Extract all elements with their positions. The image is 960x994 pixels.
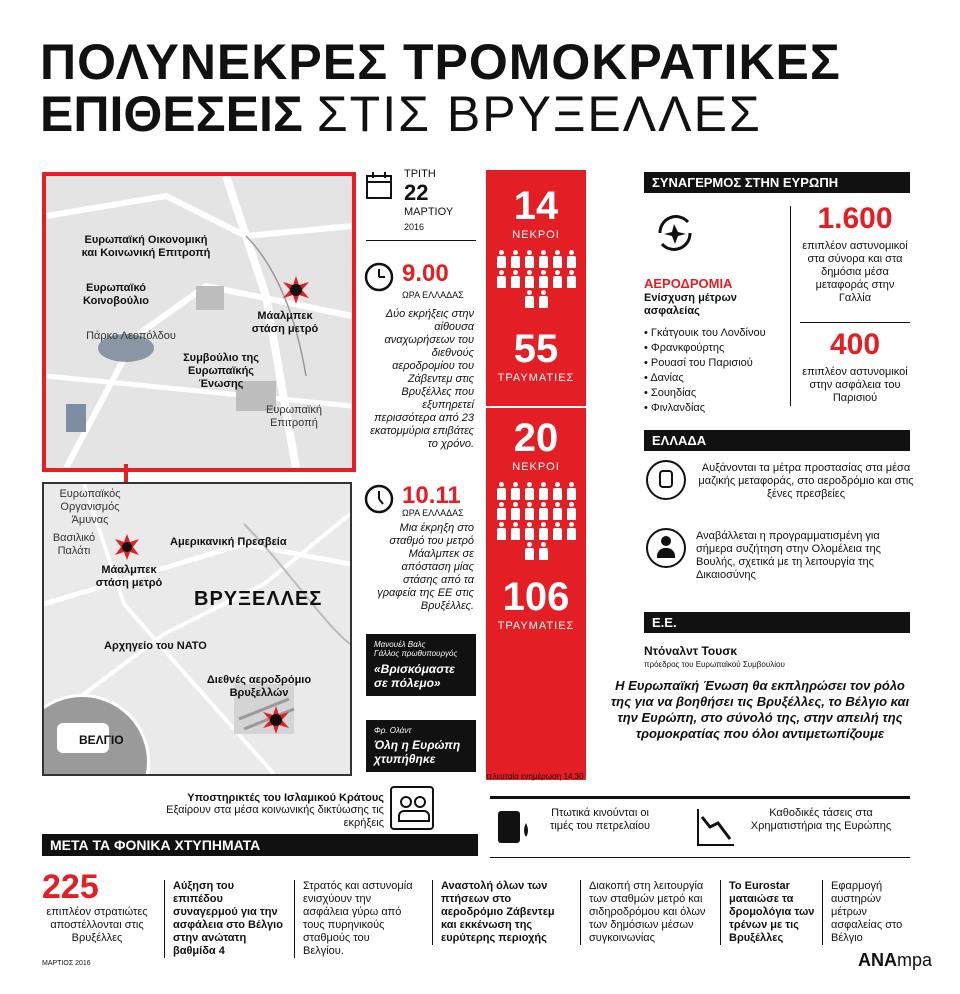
greece-item-2: Αναβάλλεται η προγραμματισμένη για σήμερα συζήτηση στην Ολομέλεια της Βουλής, σχετικά με τη λειτουργία της Δικαιοσύνης <box>696 530 881 581</box>
map-label-maalbeek: Μάαλμπεκ στάση μετρό <box>251 310 319 335</box>
map-label-council: Συμβούλιο της Ευρωπαϊκής Ένωσης <box>183 352 259 390</box>
eu-header: Ε.Ε. <box>644 612 910 633</box>
injured-label: ΤΡΑΥΜΑΤΙΕΣ <box>497 620 575 632</box>
trend-down-icon <box>696 807 736 847</box>
date-block <box>366 168 476 241</box>
date-day: ΤΡΙΤΗ <box>404 168 436 180</box>
dead-label: ΝΕΚΡΟΙ <box>512 229 560 241</box>
stat-400: 400 <box>829 328 881 361</box>
map-label-brussels: ΒΡΥΞΕΛΛΕΣ <box>194 588 323 610</box>
map-label-commission: Ευρωπαϊκή Επιτροπή <box>266 404 322 429</box>
dead-figures <box>492 481 580 561</box>
injured-label: ΤΡΑΥΜΑΤΙΕΣ <box>497 372 575 384</box>
clock-icon <box>364 262 394 292</box>
after-header: ΜΕΤΑ ΤΑ ΦΟΝΙΚΑ ΧΤΥΠΗΜΑΤΑ <box>42 834 478 856</box>
greece-item-1: Αυξάνονται τα μέτρα προστασίας στα μέσα μαζικής μεταφοράς, στο αεροδρόμιο και στις ξένες πρεσβείες <box>698 462 914 500</box>
oil-text: Πτωτικά κινούνται οι τιμές του πετρελαίου <box>549 807 651 832</box>
map-eu-quarter <box>42 172 356 472</box>
map-label-park: Πάρκο Λεοπόλδου <box>86 330 176 342</box>
metro-icon <box>646 460 686 500</box>
after-text-1: Στρατός και αστυνομία ενισχύουν την ασφάλεια γύρω από τους πυρηνικούς σταθμούς του Βελγίου. <box>303 880 413 957</box>
eu-name: Ντόναλντ Τουσκ <box>644 644 738 658</box>
update-note: τελευταία ενημέρωση 14.30 <box>486 772 584 781</box>
dead-airport: 14 <box>513 184 559 228</box>
airports-sub: Ενίσχυση μέτρων ασφαλείας <box>644 292 737 317</box>
dead-metro: 20 <box>513 416 559 460</box>
map-label-parliament: Ευρωπαϊκό Κοινοβούλιο <box>82 282 150 307</box>
quote-valls: Μανουέλ Βαλς Γάλλος πρωθυπουργός «Βρισκόμαστε σε πόλεμο» <box>366 634 476 696</box>
map-label-eda: Ευρωπαϊκός Οργανισμός Άμυνας <box>59 488 121 526</box>
date-year: 2016 <box>404 222 425 232</box>
map-label-airport: Διεθνές αεροδρόμιο Βρυξελλών <box>206 674 312 699</box>
europe-header: ΣΥΝΑΓΕΡΜΟΣ ΣΤΗΝ ΕΥΡΩΠΗ <box>644 172 910 193</box>
isis-block: Υποστηρικτές του Ισλαμικού Κράτους Εξαίρουν στα μέσα κοινωνικής δικτύωσης τις εκρήξεις <box>166 792 384 829</box>
map-label-us-embassy: Αμερικανική Πρεσβεία <box>170 536 287 548</box>
explosion-icon <box>114 534 140 560</box>
social-icon <box>390 786 434 830</box>
explosion-icon <box>262 706 290 734</box>
stat-1600-text: επιπλέον αστυνομικοί στα σύνορα και στα δημόσια μέσα μεταφοράς στην Γαλλία <box>802 240 908 304</box>
event1-text: Δύο εκρήξεις στην αίθουσα αναχωρήσεων του διεθνούς αεροδρομίου του Ζάβεντεμ στις Βρυξέλλες που εξυπηρετεί περισσότερα από 23 εκατομμύρια επιβάτες το χρόνο. <box>370 308 474 450</box>
footer-date: ΜΑΡΤΙΟΣ 2016 <box>42 960 91 967</box>
oil-barrel-icon <box>494 807 534 847</box>
parliament-icon <box>646 528 686 568</box>
map-label-eesc: Ευρωπαϊκή Οικονομική και Κοινωνική Επιτροπή <box>81 234 211 259</box>
event2-time: 10.11 <box>402 482 461 509</box>
eu-role: πρόεδρος του Ευρωπαϊκού Συμβουλίου <box>644 660 785 669</box>
date-month: ΜΑΡΤΙΟΥ <box>404 206 454 218</box>
page-subtitle: ΕΠΙΘΕΣΕΙΣ ΣΤΙΣ ΒΡΥΞΕΛΛΕΣ <box>40 86 762 142</box>
markets-block <box>490 796 910 858</box>
event2-text: Μια έκρηξη στο σταθμό του μετρό Μάαλμπεκ σε απόσταση μίας στάσης από τα γραφεία της ΕΕ στις Βρυξέλλες. <box>377 522 474 612</box>
after-text-2: Διακοπή στη λειτουργία των σταθμών μετρό και σιδηροδρόμου και όλων των δημόσιων μέσων συγκοινωνίας <box>589 880 706 944</box>
after-bold-1: Αύξηση του επιπέδου συναγερμού για την ασφάλεια στο Βέλγιο στην ανώτατη βαθμίδα 4 <box>173 880 283 957</box>
airports-list: • Γκάτγουικ του Λονδίνου • Φρανκφούρτης • Ρουασί του Παρισιού • Δανίας • Σουηδίας • Φινλανδίας <box>644 327 766 414</box>
event2-zone: ΩΡΑ ΕΛΛΑΔΑΣ <box>402 508 464 518</box>
map-brussels <box>42 482 352 776</box>
map-label-maalbeek: Μάαλμπεκ στάση μετρό <box>95 564 163 589</box>
clock-icon <box>364 484 394 514</box>
stocks-text: Καθοδικές τάσεις στα Χρηματιστήρια της Ευρώπης <box>750 807 892 832</box>
stat-1600: 1.600 <box>817 202 893 235</box>
map-label-palace: Βασιλικό Παλάτι <box>52 532 96 557</box>
footer-logo: ΑΝΑmpa <box>858 950 933 970</box>
after-bold-3: Το Eurostar ματαιώσε τα δρομολόγια των τρένων με τις Βρυξέλλες <box>729 880 815 944</box>
airports-title: ΑΕΡΟΔΡΟΜΙΑ <box>644 276 733 291</box>
explosion-icon <box>282 276 310 304</box>
map-label-belgium: ΒΕΛΓΙΟ <box>79 733 124 747</box>
stat-400-text: επιπλέον αστυνομικοί στην ασφάλεια του Παρισιού <box>802 366 908 404</box>
greece-header: ΕΛΛΑΔΑ <box>644 430 910 451</box>
injured-airport: 55 <box>513 327 559 371</box>
dead-figures <box>492 249 580 309</box>
injured-metro: 106 <box>502 575 570 619</box>
map-label-nato: Αρχηγείο του ΝΑΤΟ <box>104 640 207 652</box>
event1-zone: ΩΡΑ ΕΛΛΑΔΑΣ <box>402 290 464 300</box>
date-num: 22 <box>404 180 429 205</box>
after-bold-2: Αναστολή όλων των πτήσεων στο αεροδρόμιο Ζάβεντεμ και εκκένωση της ευρύτερης περιοχής <box>441 880 555 944</box>
after-text-3: Εφαρμογή αυστηρών μέτρων ασφαλείας στο Βέλγιο <box>831 880 903 944</box>
eu-quote: Η Ευρωπαϊκή Ένωση θα εκπληρώσει τον ρόλο της για να βοηθήσει τις Βρυξέλλες, το Βέλγιο και την Ευρώπη, στο σύνολό της, στην απειλή της τρομοκρατίας που όλοι αντιμετωπίζουμε <box>610 678 910 741</box>
dead-label: ΝΕΚΡΟΙ <box>512 461 560 473</box>
soldiers-text: επιπλέον στρατιώτες αποστέλλονται στις Βρυξέλλες <box>46 906 148 944</box>
calendar-icon <box>366 172 392 200</box>
casualties-column <box>486 170 586 780</box>
quote-hollande: Φρ. Ολάντ Όλη η Ευρώπη χτυπήθηκε <box>366 720 476 772</box>
soldiers-number: 225 <box>42 868 99 906</box>
page-title: ΠΟΛΥΝΕΚΡΕΣ ΤΡΟΜΟΚΡΑΤΙΚΕΣ <box>40 34 841 90</box>
event1-time: 9.00 <box>402 260 449 287</box>
airplane-icon <box>650 208 700 258</box>
